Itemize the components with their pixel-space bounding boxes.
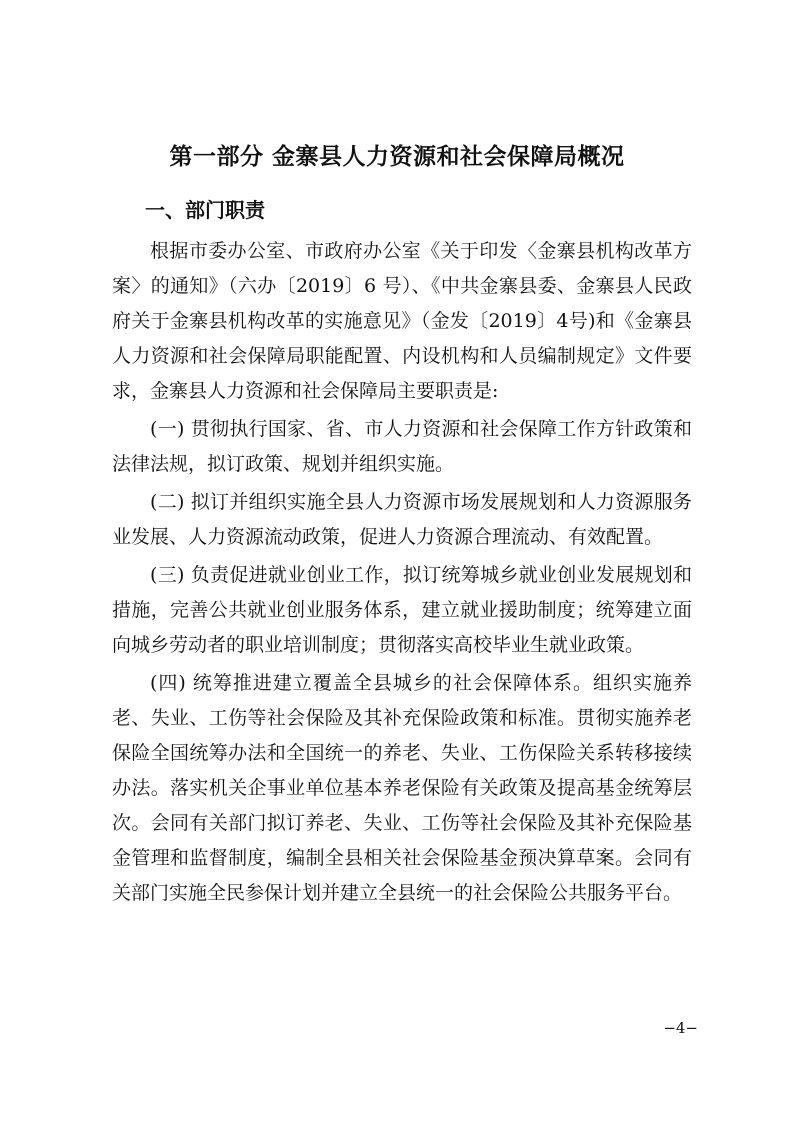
paragraph-duty-1: (一) 贯彻执行国家、省、市人力资源和社会保障工作方针政策和法律法规，拟订政策、规划并组织实施。	[112, 418, 692, 475]
paragraph-intro: 根据市委办公室、市政府办公室《关于印发〈金寨县机构改革方案〉的通知》（六办〔2019〕6 号）、《中共金寨县委、金寨县人民政府关于金寨县机构改革的实施意见》（金发〔2019〕4号)和《金寨县人力资源和社会保障局职能配置、内设机构和人员编制规定》文件要求，金寨县人力资源和社会保障局主要职责是:	[112, 240, 692, 402]
document-body	[112, 234, 692, 911]
paragraph-duty-4: (四) 统筹推进建立覆盖全县城乡的社会保障体系。组织实施养老、失业、工伤等社会保险及其补充保险政策和标准。贯彻实施养老保险全国统筹办法和全国统一的养老、失业、工伤保险关系转移接续办法。落实机关企事业单位基本养老保险有关政策及提高基金统筹层次。会同有关部门拟订养老、失业、工伤等社会保险及其补充保险基金管理和监督制度，编制全县相关社会保险基金预决算草案。会同有关部门实施全民参保计划并建立全县统一的社会保险公共服务平台。	[112, 672, 692, 904]
page-number: −4−	[663, 1019, 698, 1037]
paragraph-duty-2: (二) 拟订并组织实施全县人力资源市场发展规划和人力资源服务业发展、人力资源流动政策，促进人力资源合理流动、有效配置。	[112, 491, 692, 548]
paragraph-duty-3: (三) 负责促进就业创业工作，拟订统筹城乡就业创业发展规划和措施，完善公共就业创业服务体系，建立就业援助制度；统筹建立面向城乡劳动者的职业培训制度；贯彻落实高校毕业生就业政策。	[112, 564, 692, 656]
section-heading: 一、部门职责	[145, 198, 265, 222]
page-title: 第一部分 金寨县人力资源和社会保障局概况	[169, 144, 625, 170]
